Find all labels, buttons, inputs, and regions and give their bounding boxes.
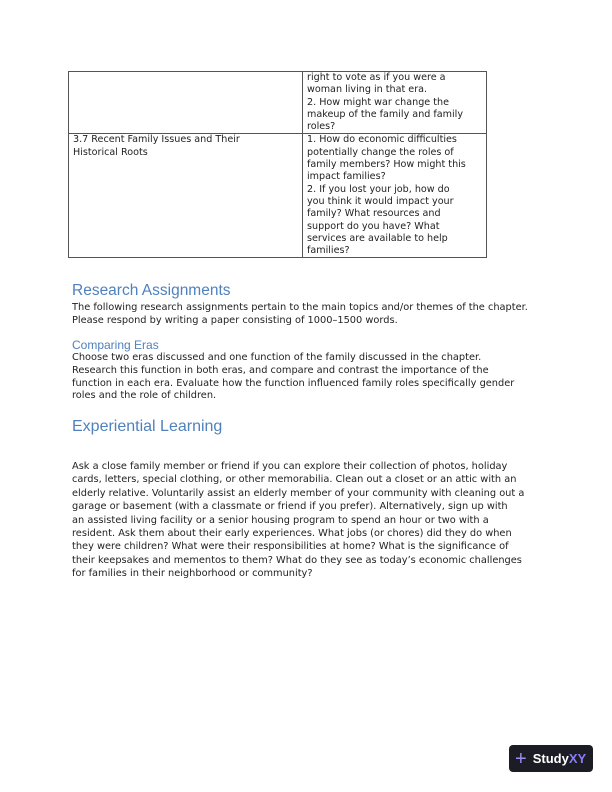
comparing-eras-text xyxy=(72,352,514,403)
text-line: elderly relative. Voluntarily assist an elderly member of your community with cleaning out a xyxy=(72,487,525,499)
text-line: their keepsakes and mementos to them? What do they see as today’s economic challenges xyxy=(72,554,522,566)
text-line: makeup of the family and family xyxy=(307,108,464,120)
text-line: resident. Ask them about their early experiences. What jobs (or chores) did they do when xyxy=(72,528,512,540)
studyxy-badge[interactable] xyxy=(509,745,593,772)
text-line: Ask a close family member or friend if you can explore their collection of photos, holiday xyxy=(72,461,508,472)
text-line: woman living in that era. xyxy=(307,84,428,96)
text-line: function in each era. Evaluate how the function influenced family roles specifically gender xyxy=(72,377,515,389)
research-assignments-text xyxy=(72,302,528,328)
text-line: family? What resources and xyxy=(307,208,441,220)
text-line: 3.7 Recent Family Issues and Their xyxy=(73,134,240,146)
text-line: Historical Roots xyxy=(73,146,148,158)
table-cell-questions xyxy=(303,134,487,258)
brand-name xyxy=(533,751,586,766)
text-line: services are available to help xyxy=(307,232,448,244)
text-line: support do you have? What xyxy=(307,220,440,232)
text-line: family members? How might this xyxy=(307,159,466,171)
text-line: an assisted living facility or a senior housing program to spend an hour or two with a xyxy=(72,514,489,526)
text-line: families? xyxy=(307,245,350,257)
table-cell-topic xyxy=(69,134,303,258)
table-row xyxy=(69,72,487,134)
text-line: Please respond by writing a paper consisting of 1000–1500 words. xyxy=(72,314,398,326)
text-line: roles? xyxy=(307,121,336,133)
table-cell-questions xyxy=(303,72,487,134)
questions-table xyxy=(68,71,487,258)
text-line: for families in their neighborhood or community? xyxy=(72,568,313,580)
text-line: 1. How do economic difficulties xyxy=(307,134,457,146)
plus-icon: + xyxy=(515,747,527,770)
text-line: roles and the role of children. xyxy=(72,390,217,402)
brand-study: Study xyxy=(532,751,569,766)
experiential-learning-text xyxy=(72,460,524,581)
text-line: they were children? What were their responsibilities at home? What is the significance of xyxy=(72,541,509,553)
text-line: you think it would impact your xyxy=(307,195,454,207)
text-line: Choose two eras discussed and one function of the family discussed in the chapter. xyxy=(72,352,482,363)
text-line: garage or basement (with a classmate or friend if you prefer). Alternatively, sign up with xyxy=(72,501,508,513)
text-line: The following research assignments pertain to the main topics and/or themes of the chapter. xyxy=(72,302,528,313)
text-line: 2. How might war change the xyxy=(307,96,449,108)
text-line: right to vote as if you were a xyxy=(307,72,446,83)
experiential-learning-heading: Experiential Learning xyxy=(72,418,223,435)
text-line: 2. If you lost your job, how do xyxy=(307,183,450,195)
text-line: impact families? xyxy=(307,171,386,183)
comparing-eras-heading: Comparing Eras xyxy=(72,338,159,352)
table-cell-topic xyxy=(69,72,303,134)
text-line: Research this function in both eras, and compare and contrast the importance of the xyxy=(72,364,489,376)
table-row xyxy=(69,134,487,258)
research-assignments-heading: Research Assignments xyxy=(72,282,231,299)
text-line: cards, letters, special clothing, or other memorabilia. Clean out a closet or an attic with an xyxy=(72,474,517,486)
brand-xy: XY xyxy=(568,751,587,766)
text-line: potentially change the roles of xyxy=(307,146,454,158)
